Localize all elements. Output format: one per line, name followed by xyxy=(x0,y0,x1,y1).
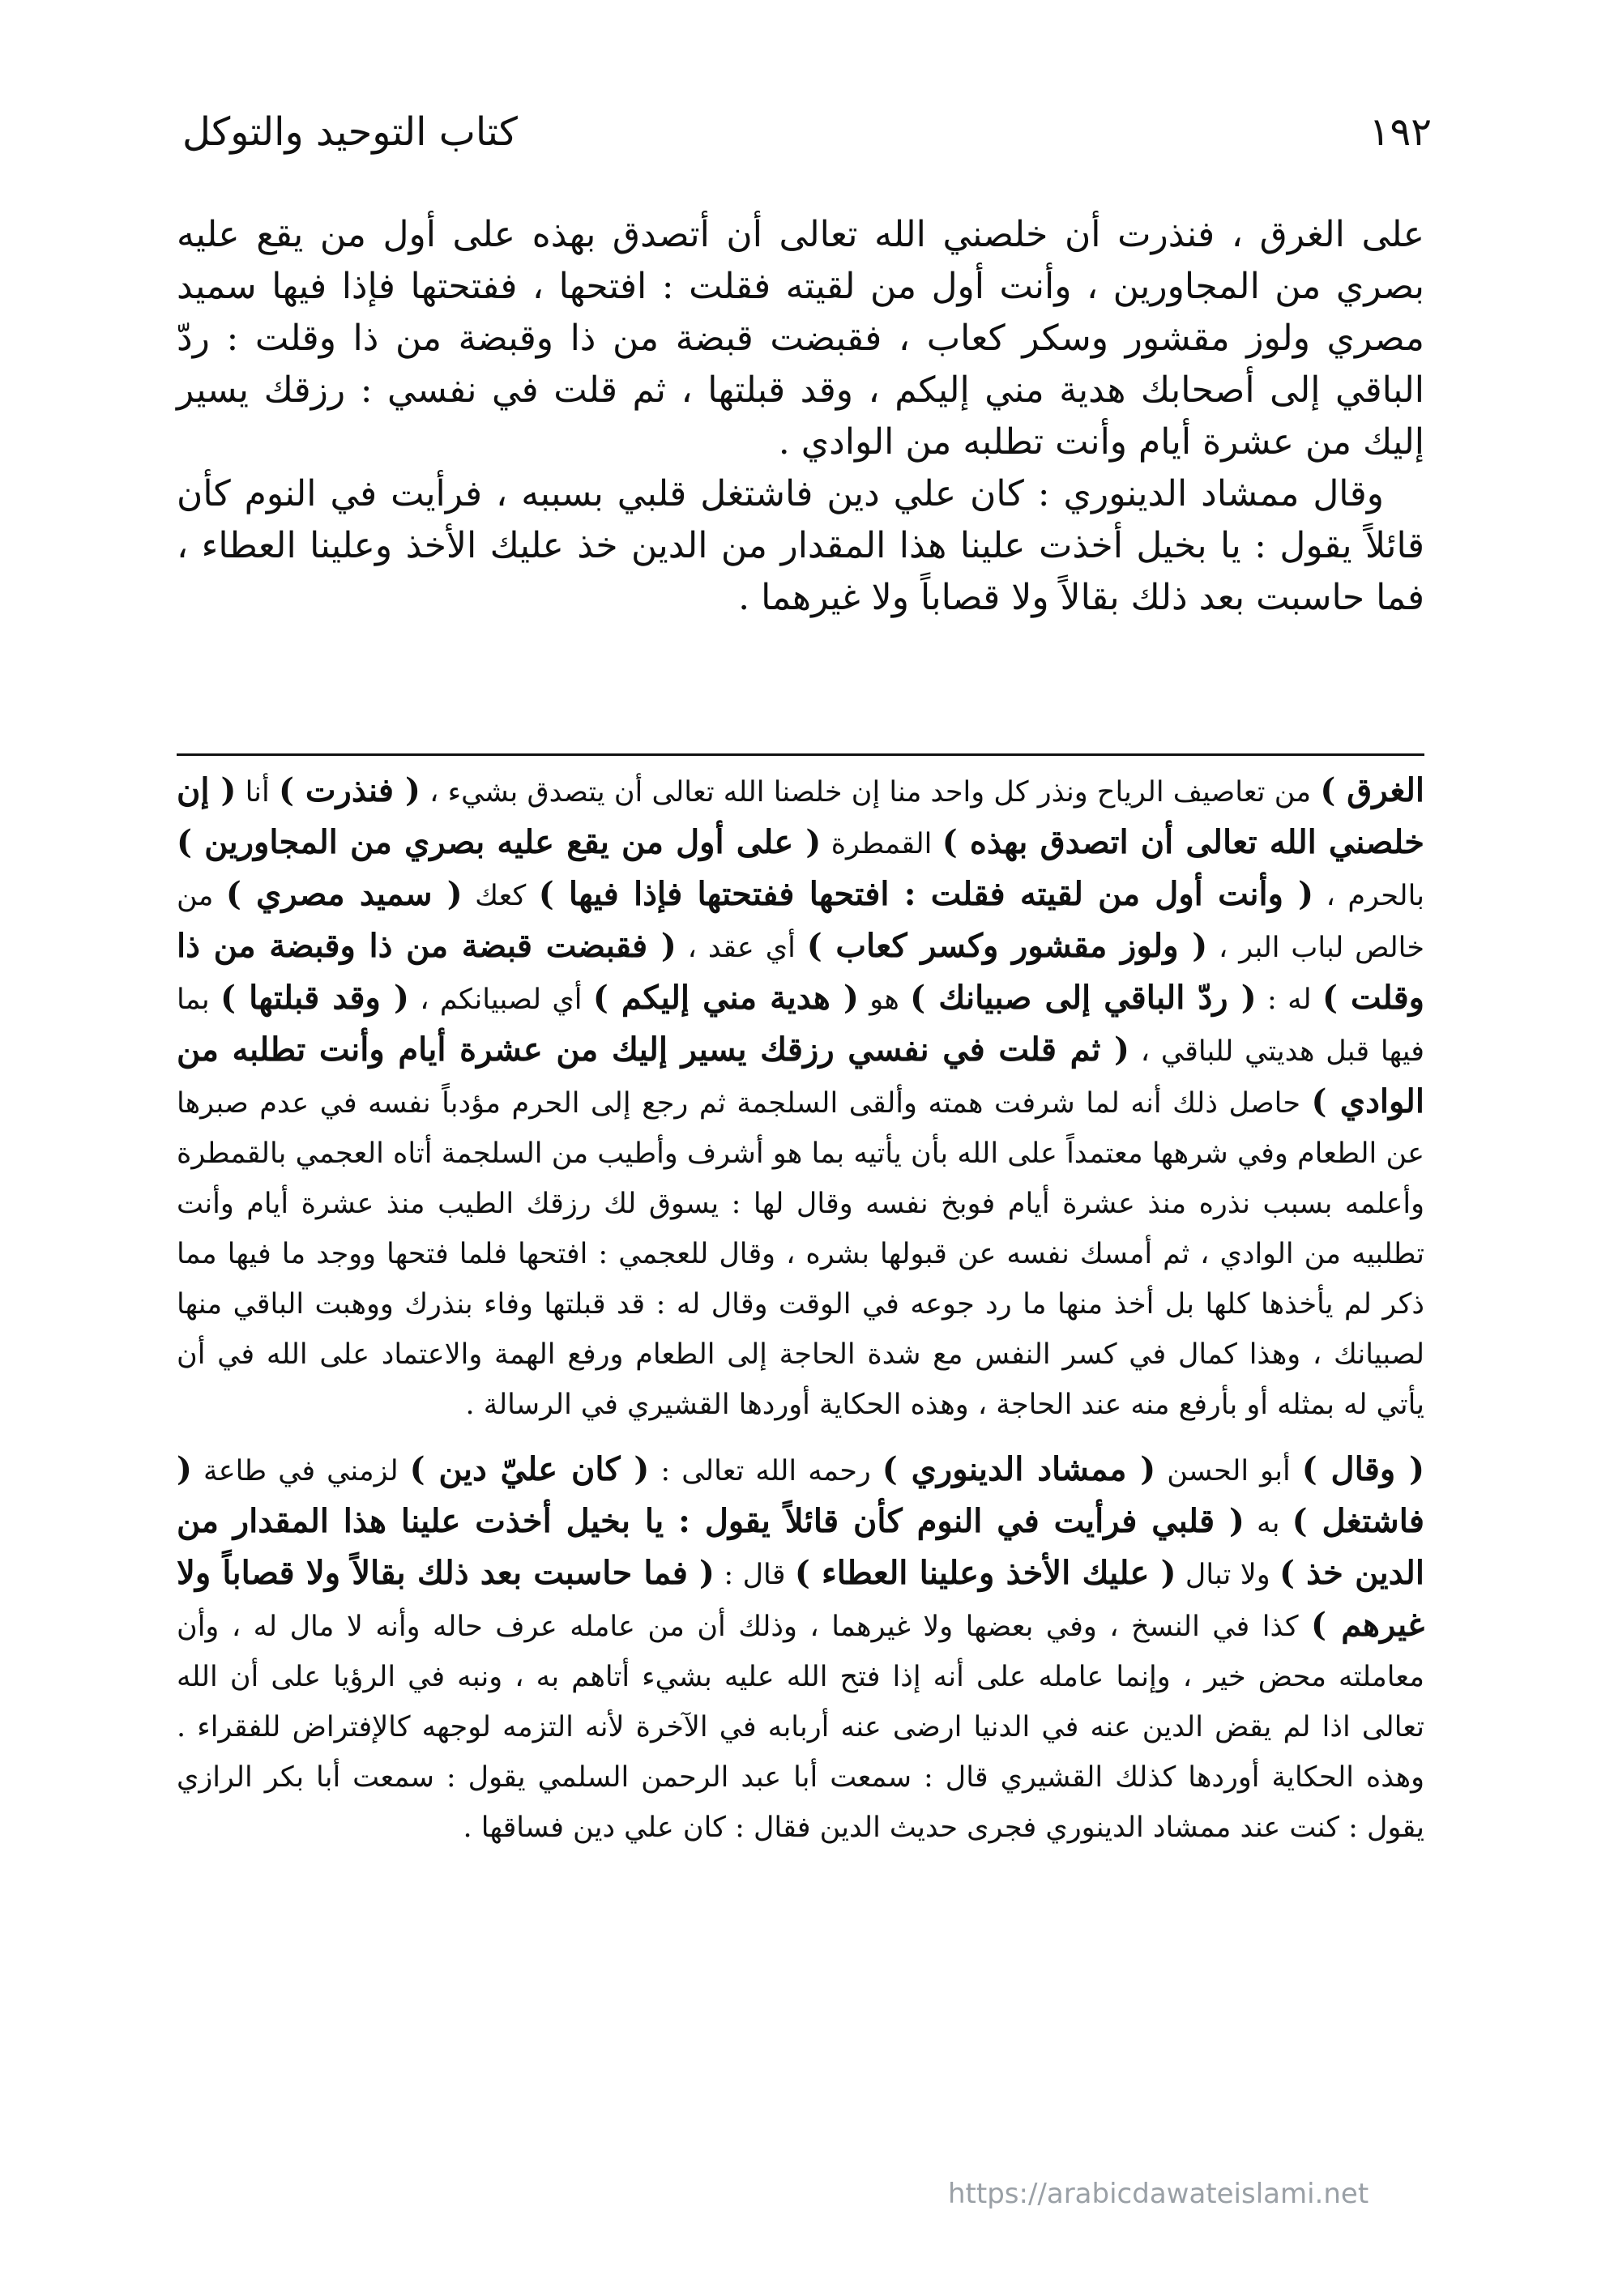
quoted-phrase: ( ولوز مقشور وكسر كعاب ) xyxy=(806,927,1208,965)
commentary-text: أنا xyxy=(236,776,279,809)
quoted-phrase: الغرق ) xyxy=(1320,771,1424,809)
quoted-phrase: ( ردّ الباقي إلى صبيانك ) xyxy=(910,979,1257,1017)
quoted-phrase: ( ممشاد الدينوري ) xyxy=(882,1450,1156,1488)
quoted-phrase: ( وأنت أول من لقيته فقلت : افتحها ففتحتها فإذا فيها ) xyxy=(538,875,1314,913)
quoted-phrase: ( كان عليّ دين ) xyxy=(409,1450,650,1488)
commentary xyxy=(177,766,1424,1867)
commentary-text: أي عقد ، xyxy=(676,932,807,964)
commentary-text: أي لصبيانكم ، xyxy=(408,984,593,1016)
quoted-phrase: ( فقبضت قبضة من ذا وقبضة من ذا وقلت ) xyxy=(177,927,1425,1017)
quoted-phrase: ( سميد مصري ) xyxy=(225,875,463,913)
page-number: ١٩٢ xyxy=(1368,109,1432,155)
commentary-text: من خالص لباب البر ، xyxy=(177,880,1424,964)
commentary-text: كعك xyxy=(462,880,539,912)
running-header xyxy=(182,96,1432,169)
commentary-paragraph-1 xyxy=(177,766,1424,1430)
commentary-text: من تعاصيف الرياح ونذر كل واحد منا إن خلصنا الله تعالى أن يتصدق بشيء ، xyxy=(420,776,1321,809)
quoted-phrase: ( عليك الأخذ وعلينا العطاء ) xyxy=(794,1554,1176,1592)
commentary-text: كذا في النسخ ، وفي بعضها ولا غيرهما ، وذلك أن من عامله عرف حاله وأنه لا مال له ، وأن معاملته محض خير ، وإنما عامله على أنه إذا فتح الله عليه بشيء أتاهم به ، ونبه في الرؤيا على أن الله تعالى اذا لم يقض الدين عنه في الدنيا ارضى عنه أربابه في الآخرة لأنه التزمه لوجهه كالإفتراض للفقراء . وهذه الحكاية أوردها كذلك القشيري قال : سمعت أبا عبد الرحمن السلمي يقول : سمعت أبا بكر الرازي يقول : كنت عند ممشاد الدينوري فجرى حديث الدين فقال : كان علي دين فساقها . xyxy=(177,1611,1424,1844)
separator-rule xyxy=(177,753,1424,756)
commentary-text: به xyxy=(1244,1507,1292,1539)
quoted-phrase: ( فاشتغل ) xyxy=(177,1450,1424,1540)
commentary-paragraph-2 xyxy=(177,1445,1424,1853)
quoted-phrase: ( على أول من يقع عليه بصري من المجاورين ) xyxy=(177,823,822,861)
commentary-text: ولا تبال xyxy=(1176,1559,1280,1591)
commentary-text: بما فيها قبل هديتي للباقي ، xyxy=(177,984,1424,1068)
quoted-phrase: ( هدية مني إليكم ) xyxy=(592,979,859,1017)
quoted-phrase: ( وقد قبلتها ) xyxy=(220,979,409,1017)
quoted-phrase: ( إن خلصني الله تعالى أن اتصدق بهذه ) xyxy=(177,771,1424,861)
main-paragraph-2: وقال ممشاد الدينوري : كان علي دين فاشتغل قلبي بسببه ، فرأيت في النوم كأن قائلاً يقول : يا بخيل أخذت علينا هذا المقدار من الدين خذ عليك الأخذ وعلينا العطاء ، فما حاسبت بعد ذلك بقالاً ولا قصاباً ولا غيرهما . xyxy=(177,473,1424,618)
quoted-phrase: ( وقال ) xyxy=(1301,1450,1424,1488)
commentary-text: القمطرة xyxy=(821,828,942,860)
commentary-text: قال : xyxy=(714,1559,795,1591)
main-text xyxy=(177,209,1424,624)
quoted-phrase: ( ثم قلت في نفسي رزقك يسير إليك من عشرة أيام وأنت تطلبه من الوادي ) xyxy=(177,1031,1424,1120)
commentary-text: هو xyxy=(858,984,911,1016)
commentary-text: حاصل ذلك أنه لما شرفت همته وألقى السلجمة ثم رجع إلى الحرم مؤدباً نفسه في عدم صبرها عن الطعام وفي شرهها معتمداً على الله بأن يأتيه بما هو أشرف وأطيب من السلجمة أتاه العجمي بالقمطرة وأعلمه بسبب نذره منذ عشرة أيام فوبخ نفسه وقال لها : يسوق لك رزقك الطيب منذ عشرة أيام وأنت تطلبيه من الوادي ، ثم أمسك نفسه عن قبولها بشره ، وقال للعجمي : افتحها فلما فتحها ووجد ما فيها مما ذكر لم يأخذها كلها بل أخذ منها ما رد جوعه في الوقت وقال له : قد قبلتها وفاء بنذرك ووهبت الباقي منها لصبيانك ، وهذا كمال في كسر النفس مع شدة الحاجة إلى الطعام ورفع الهمة والاعتماد على الله في أن يأتي له بمثله أو بأرفع منه عند الحاجة ، وهذه الحكاية أوردها القشيري في الرسالة . xyxy=(177,1087,1424,1421)
commentary-text: له : xyxy=(1256,984,1322,1016)
quoted-phrase: ( فما حاسبت بعد ذلك بقالاً ولا قصاباً ولا غيرهم ) xyxy=(177,1554,1425,1644)
quoted-phrase: ( فنذرت ) xyxy=(278,771,421,809)
quoted-phrase: ( قلبي فرأيت في النوم كأن قائلاً يقول : يا بخيل أخذت علينا هذا المقدار من الدين خذ ) xyxy=(177,1502,1424,1592)
book-title: كتاب التوحيد والتوكل xyxy=(182,109,518,155)
commentary-text: لزمني في طاعة xyxy=(191,1455,410,1487)
source-watermark: https://arabicdawateislami.net xyxy=(948,2178,1369,2210)
commentary-text: رحمه الله تعالى : xyxy=(649,1455,882,1487)
commentary-text: بالحرم ، xyxy=(1313,880,1424,912)
commentary-text: أبو الحسن xyxy=(1155,1455,1302,1487)
main-paragraph-1: على الغرق ، فنذرت أن خلصني الله تعالى أن أتصدق بهذه على أول من يقع عليه بصري من المجاورين ، وأنت أول من لقيته فقلت : افتحها ، ففتحتها فإذا فيها سميد مصري ولوز مقشور وسكر كعاب ، فقبضت قبضة من ذا وقبضة من ذا وقلت : ردّ الباقي إلى أصحابك هدية مني إليكم ، وقد قبلتها ، ثم قلت في نفسي : رزقك يسير إليك من عشرة أيام وأنت تطلبه من الوادي . xyxy=(177,214,1424,463)
